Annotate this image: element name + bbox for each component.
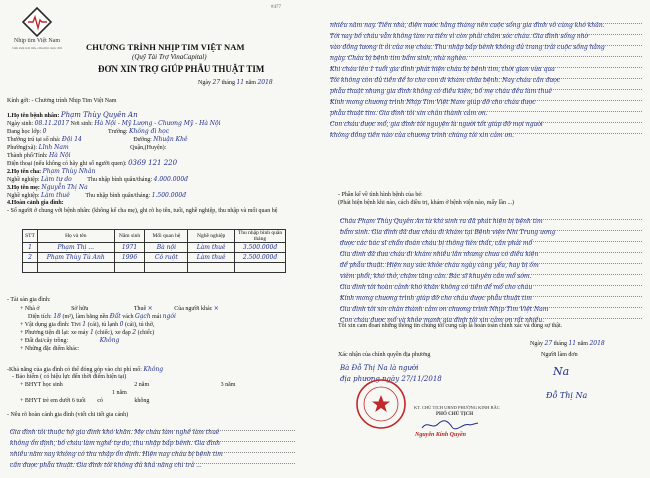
handwritten-line: Cháu Phạm Thùy Quyên An từ khi sinh ra đã phát hiện bị bệnh tim: [340, 218, 543, 225]
disease-text: [340, 210, 642, 322]
insurance-sub: 1 năm: [112, 390, 127, 396]
family-table: [22, 229, 286, 273]
form-title: ĐƠN XIN TRỢ GIÚP PHẪU THUẬT TIM: [98, 64, 265, 74]
column-header: Thu nhập bình quân tháng: [235, 230, 286, 243]
handwritten-line: phẫu thuật tim. Gia đình tôi xin chân thành cảm ơn.: [330, 110, 488, 117]
table-row: 1 Phạm Thị ... 1971 Bà nội Làm thuê 3.500.000đ: [23, 243, 286, 253]
handwritten-line: nhiều năm nay không có thu nhập ổn định. Hiện nay cháu bị bệnh tim: [10, 451, 223, 458]
recipient: Kính gởi: - Chương trình Nhịp Tim Việt Nam: [7, 98, 117, 104]
continued-situation: [330, 14, 642, 144]
column-header: Họ và tên: [37, 230, 114, 243]
column-header: STT: [23, 230, 38, 243]
commitment: Tôi xin cam đoan những thông tin chúng tôi cung cấp là hoàn toàn chính xác và đúng sự thật.: [338, 323, 563, 329]
family-note: - Số người ở chung với bệnh nhân: (không kể cha mẹ), ghi rõ họ tên, tuổi, nghề nghiệp, thu nhập và mối quan hệ: [7, 208, 278, 214]
other-row: + Những đặc điểm khác:: [20, 346, 80, 352]
sign-date: Ngày 27 tháng 11 năm 2018: [530, 340, 605, 347]
logo-name: Nhịp tim Việt Nam: [13, 38, 61, 44]
handwritten-line: Gia đình đã đưa cháu đi khám nhiều lần nhưng chưa có điều kiện: [340, 251, 539, 258]
applicant-name: Đỗ Thị Na: [546, 391, 588, 400]
handwritten-line: Tới nay bố cháu vẫn không làm ra tiền vì còn phải chăm sóc cháu. Gia đình sống nhờ: [330, 33, 589, 40]
disease-label: - Phần kể về tình hình bệnh của bé:: [338, 192, 423, 198]
handwritten-line: nhiều năm nay. Tiền nhà, điện nước hằng tháng nên cuộc sống gia đình vô cùng khó khăn.: [330, 22, 605, 29]
phone-row: Điện thoại (nếu không có hãy ghi số người quen): 0369 121 220: [7, 159, 178, 167]
logo-tagline: Cứu một trái tim, cứu một cuộc đời: [12, 46, 62, 50]
insurance-row-2: + BHYT trẻ em dưới 6 tuổi có không: [20, 398, 150, 404]
handwritten-line: Khi cháu lên 1 tuổi gia đình phát hiện cháu bị bệnh tim, thời gian vừa qua: [330, 66, 555, 73]
table-header-row: [23, 230, 286, 243]
handwritten-line: được các bác sĩ chẩn đoán cháu bị thông liên thất, cần phải mổ: [340, 240, 533, 247]
official-name: Nguyễn Kính Quyền: [415, 432, 467, 438]
handwritten-line: phẫu thuật nhưng gia đình không có điều kiện, bố mẹ cháu đều làm thuê: [330, 88, 552, 95]
local-auth-note-2: địa phương ngày 27/11/2018: [340, 375, 442, 383]
rent-check-icon: ×: [147, 305, 153, 312]
situation-text: [10, 421, 295, 471]
handwritten-line: Tôi không còn đủ tiền để lo cho con đi khám chữa bệnh. Nay cháu cần được: [330, 77, 561, 84]
handwritten-line: Con cháu được mổ và khỏe mạnh gia đình tôi xin cảm ơn rất nhiều.: [340, 317, 545, 324]
handwritten-line: ngày. Cháu bị bệnh tim bẩm sinh, nhà nghèo.: [330, 55, 468, 62]
patient-row: 1.Họ tên bệnh nhân: Phạm Thùy Quyên An: [7, 111, 138, 119]
mother-row: 3.Họ tên mẹ: Nguyễn Thị Na: [7, 184, 88, 191]
stamp-role: KT. CHỦ TỊCH UBND PHƯỜNG KINH BẮC: [414, 405, 500, 410]
items-row: + Vật dụng gia đình: Tivi 1 (cái), tủ lạnh 0 (cái), tủ thờ,: [20, 321, 155, 328]
logo: [6, 6, 68, 54]
page-number: #477: [271, 5, 281, 10]
official-signature-icon: [420, 418, 480, 432]
mother-job-row: Nghề nghiệp: Làm thuê Thu nhập bình quân/tháng: 1.500.000đ: [7, 192, 187, 199]
table-row: 2 Phạm Thùy Tú Anh 1996 Cô ruột Làm thuê 2.500.000đ: [23, 253, 286, 263]
insurance-label: - Bảo hiểm ( có hiệu lực đến thời điểm hiện tại): [12, 374, 127, 380]
local-auth-label: Xác nhận của chính quyền địa phương: [338, 352, 431, 358]
father-job-row: Nghề nghiệp: Làm tự do Thu nhập bình quân/tháng: 4.000.000đ: [7, 176, 189, 183]
handwritten-line: không đồng tiền nào của chương trình chúng tôi xin cảm ơn.: [330, 132, 515, 139]
applicant-label: Người làm đơn: [541, 352, 578, 358]
patient-name: Phạm Thùy Quyên An: [60, 111, 138, 119]
sponsor: (Quỹ Tài Trợ VinaCapital): [132, 53, 207, 61]
handwritten-line: không ổn định, bố cháu làm nghề tự do, thu nhập bấp bênh. Gia đình: [10, 440, 221, 447]
stamp-title: PHÓ CHỦ TỊCH: [436, 412, 474, 417]
handwritten-line: viêm phổi, khó thở, chậm tăng cân. Bác sĩ khuyên cần mổ sớm.: [340, 273, 532, 280]
handwritten-line: cần được phẫu thuật. Gia đình tôi không đủ khả năng chi trả ...: [10, 462, 202, 469]
form-date: Ngày 27 tháng 11 năm 2018: [198, 79, 273, 86]
handwritten-line: Gia đình tôi xin chân thành cảm ơn chương trình Nhịp Tim Việt Nam: [340, 306, 549, 313]
ward-row: Phường(xã): Lĩnh Nam Quận,(Huyện):: [7, 144, 167, 151]
assets-label: - Tài sản gia đình:: [7, 297, 51, 303]
handwritten-line: Gia đình tôi thuộc hộ gia đình khó khăn. Mẹ cháu làm nghề làm thuê: [10, 429, 220, 436]
handwritten-line: Kính mong chương trình giúp đỡ cho cháu được phẫu thuật tim: [340, 295, 532, 302]
column-header: Nghề nghiệp: [188, 230, 235, 243]
handwritten-line: Con cháu được mổ, gia đình tôi nguyện là người tốt giúp đỡ mọi người: [330, 121, 543, 128]
handwritten-line: vào đồng lương ít ỏi của mẹ cháu. Thu nhập bấp bênh không đủ trang trải cuộc sống hằng: [330, 44, 605, 51]
city-row: Thành phố/Tỉnh: Hà Nội: [7, 152, 71, 159]
column-header: Mối quan hệ: [145, 230, 188, 243]
handwritten-line: để phẫu thuật. Hiện nay sức khỏe cháu ngày càng yếu, hay bị ốm: [340, 262, 539, 269]
school-row: Đang học lớp: 0 Trường: Không đi học: [7, 128, 170, 135]
situation-label: - Nêu rõ hoàn cảnh gia đình (viết chi tiết gia cảnh): [7, 412, 129, 418]
address-row: Thường trú tại số nhà: Đội 14 Đường: Nhuận Khê: [7, 136, 188, 143]
handwritten-line: Kính mong chương trình Nhịp Tim Việt Nam giúp đỡ cho cháu được: [330, 99, 536, 106]
dob-row: Ngày sinh: 08.11.2017 Nơi sinh: Hà Nội - Mỹ Lượng - Chương Mỹ - Hà Nội: [7, 120, 221, 127]
vehicle-row: + Phương tiện đi lại: xe máy 1 (chiếc), xe đạp 2 (chiếc): [20, 329, 155, 336]
local-auth-note-1: Bà Đỗ Thị Na là người: [340, 364, 419, 372]
father-row: 2.Họ tên cha: Phạm Thùy Nhân: [7, 168, 96, 175]
insurance-row-1: + BHYT học sinh 2 năm 3 năm: [20, 382, 236, 388]
disease-note: (Phát hiện bệnh khi nào, cách điều trị, khám ở bệnh viện nào, mấy lần ...): [338, 200, 514, 206]
handwritten-line: Gia đình tôi hoàn cảnh khó khăn không có tiền để mổ cho cháu: [340, 284, 533, 291]
official-stamp-icon: [355, 378, 407, 430]
program-title: CHƯƠNG TRÌNH NHỊP TIM VIỆT NAM: [86, 42, 245, 52]
relative-check-icon: ×: [213, 305, 219, 312]
column-header: Năm sinh: [114, 230, 145, 243]
family-heading: 4.Hoàn cảnh gia đình:: [7, 200, 64, 206]
land-row: + Đất đai/cây trồng: Không: [20, 337, 120, 344]
contribution-row: -Khả năng của gia đình có thể đóng góp vào chi phí mổ: Không: [7, 366, 164, 373]
house-row: + Nhà ở Sở hữu Thuê × Của người khác ×: [20, 305, 219, 312]
applicant-signature: Na: [553, 365, 570, 378]
area-row: Diện tích: 18 (m²), làm bằng nền Đất vách Gạch mái ngói: [28, 313, 176, 320]
handwritten-line: bẩm sinh. Gia đình đã đưa cháu đi khám tại Bệnh viện Nhi Trung ương: [340, 229, 556, 236]
table-row: [23, 263, 286, 273]
